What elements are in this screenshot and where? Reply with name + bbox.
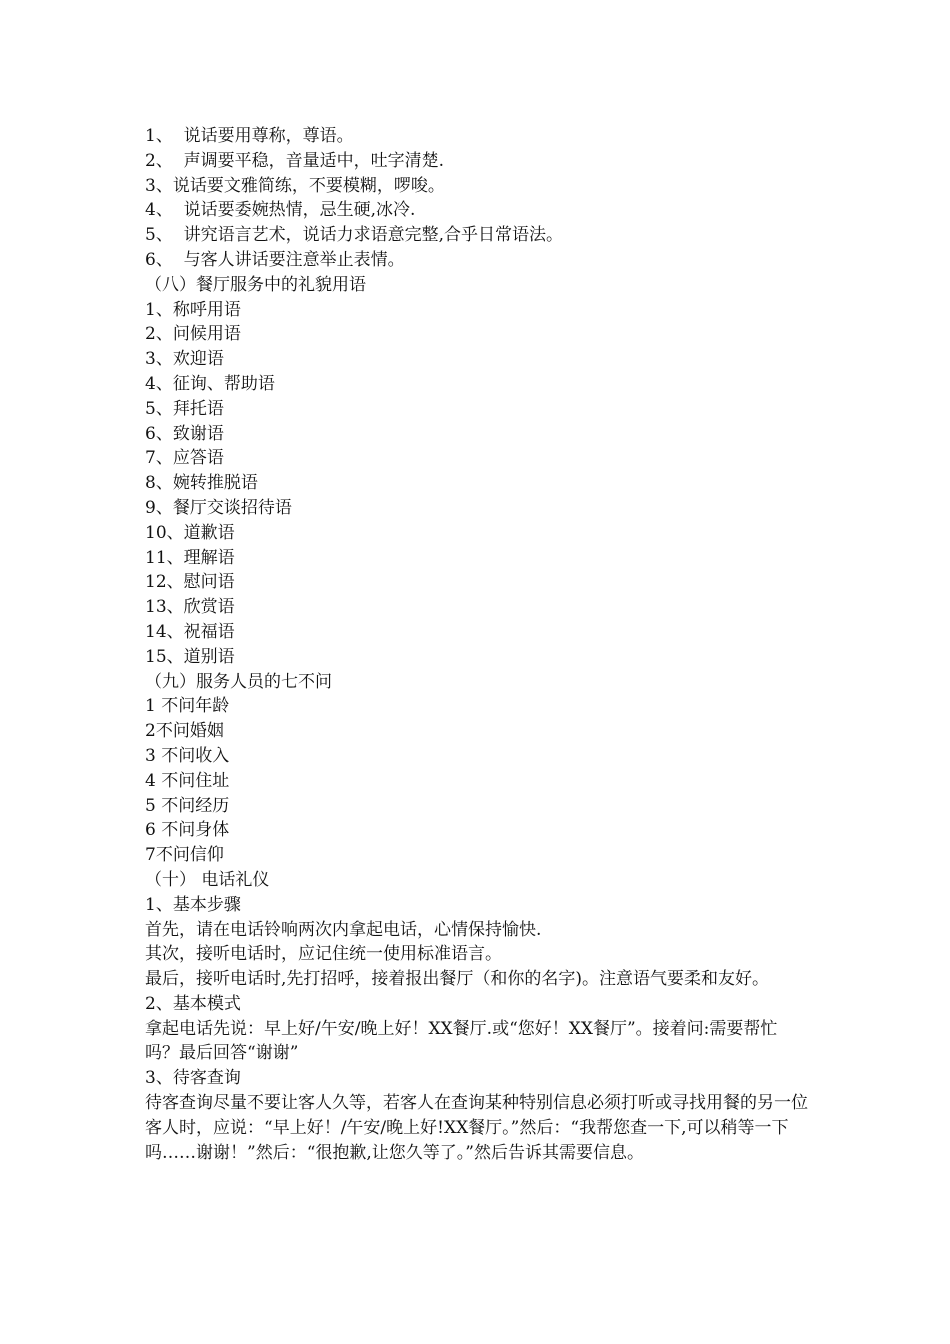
text-line-2: 2、 声调要平稳，音量适中，吐字清楚. <box>145 150 445 171</box>
section-heading-10: （十） 电话礼仪 <box>145 869 270 890</box>
list-item: 9、餐厅交谈招待语 <box>145 497 292 518</box>
text-line-4: 4、 说话要委婉热情，忌生硬,冰冷. <box>145 200 416 221</box>
text-line-3: 3、说话要文雅简练，不要模糊，啰唆。 <box>145 175 445 196</box>
list-item: 5 不问经历 <box>145 795 230 816</box>
list-item: 4 不问住址 <box>145 770 230 791</box>
list-item: 15、道别语 <box>145 646 235 667</box>
list-item: 6、致谢语 <box>145 423 224 444</box>
list-item: 14、祝福语 <box>145 621 235 642</box>
list-item: 1 不问年龄 <box>145 696 230 717</box>
text-line-5: 5、 讲究语言艺术，说话力求语意完整,合乎日常语法。 <box>145 225 564 246</box>
list-item: 11、理解语 <box>145 547 235 568</box>
paragraph: 其次，接听电话时，应记住统一使用标准语言。 <box>145 944 502 965</box>
list-item: 3 不问收入 <box>145 745 230 766</box>
text-line-6: 6、 与客人讲话要注意举止表情。 <box>145 249 405 270</box>
list-item: 7不问信仰 <box>145 845 224 866</box>
list-item: 4、征询、帮助语 <box>145 373 275 394</box>
list-item: 3、欢迎语 <box>145 349 224 370</box>
list-item: 7、应答语 <box>145 448 224 469</box>
paragraph: 待客查询尽量不要让客人久等，若客人在查询某种特别信息必须打听或寻找用餐的另一位客人时，应说：“早上好！/午安/晚上好!XX餐厅。”然后：“我帮您查一下,可以稍等一下吗……谢谢！”然后：“很抱歉,让您久等了。”然后告诉其需要信息。 <box>145 1093 808 1163</box>
list-item: 6 不问身体 <box>145 820 230 841</box>
list-item: 5、拜托语 <box>145 398 224 419</box>
list-item: 13、欣赏语 <box>145 597 235 618</box>
section-heading-9: （九）服务人员的七不问 <box>145 671 332 692</box>
text-line-1: 1、 说话要用尊称，尊语。 <box>145 126 354 146</box>
list-item: 1、称呼用语 <box>145 299 241 320</box>
list-item: 2不问婚姻 <box>145 721 224 742</box>
paragraph: 拿起电话先说：早上好/午安/晚上好！XX餐厅.或“您好！XX餐厅”。接着问:需要帮忙吗？最后回答“谢谢” <box>145 1018 778 1064</box>
section-heading-8: （八）餐厅服务中的礼貌用语 <box>145 274 366 295</box>
paragraph: 最后，接听电话时,先打招呼，接着报出餐厅（和你的名字)。注意语气要柔和友好。 <box>145 969 770 990</box>
subsection-heading: 2、基本模式 <box>145 993 241 1014</box>
subsection-heading: 1、基本步骤 <box>145 894 241 915</box>
subsection-heading: 3、待客查询 <box>145 1068 241 1089</box>
list-item: 12、慰问语 <box>145 572 235 593</box>
list-item: 2、问候用语 <box>145 324 241 345</box>
document-body <box>145 124 810 1165</box>
list-item: 8、婉转推脱语 <box>145 473 258 494</box>
paragraph: 首先，请在电话铃响两次内拿起电话，心情保持愉快. <box>145 919 542 940</box>
list-item: 10、道歉语 <box>145 522 235 543</box>
